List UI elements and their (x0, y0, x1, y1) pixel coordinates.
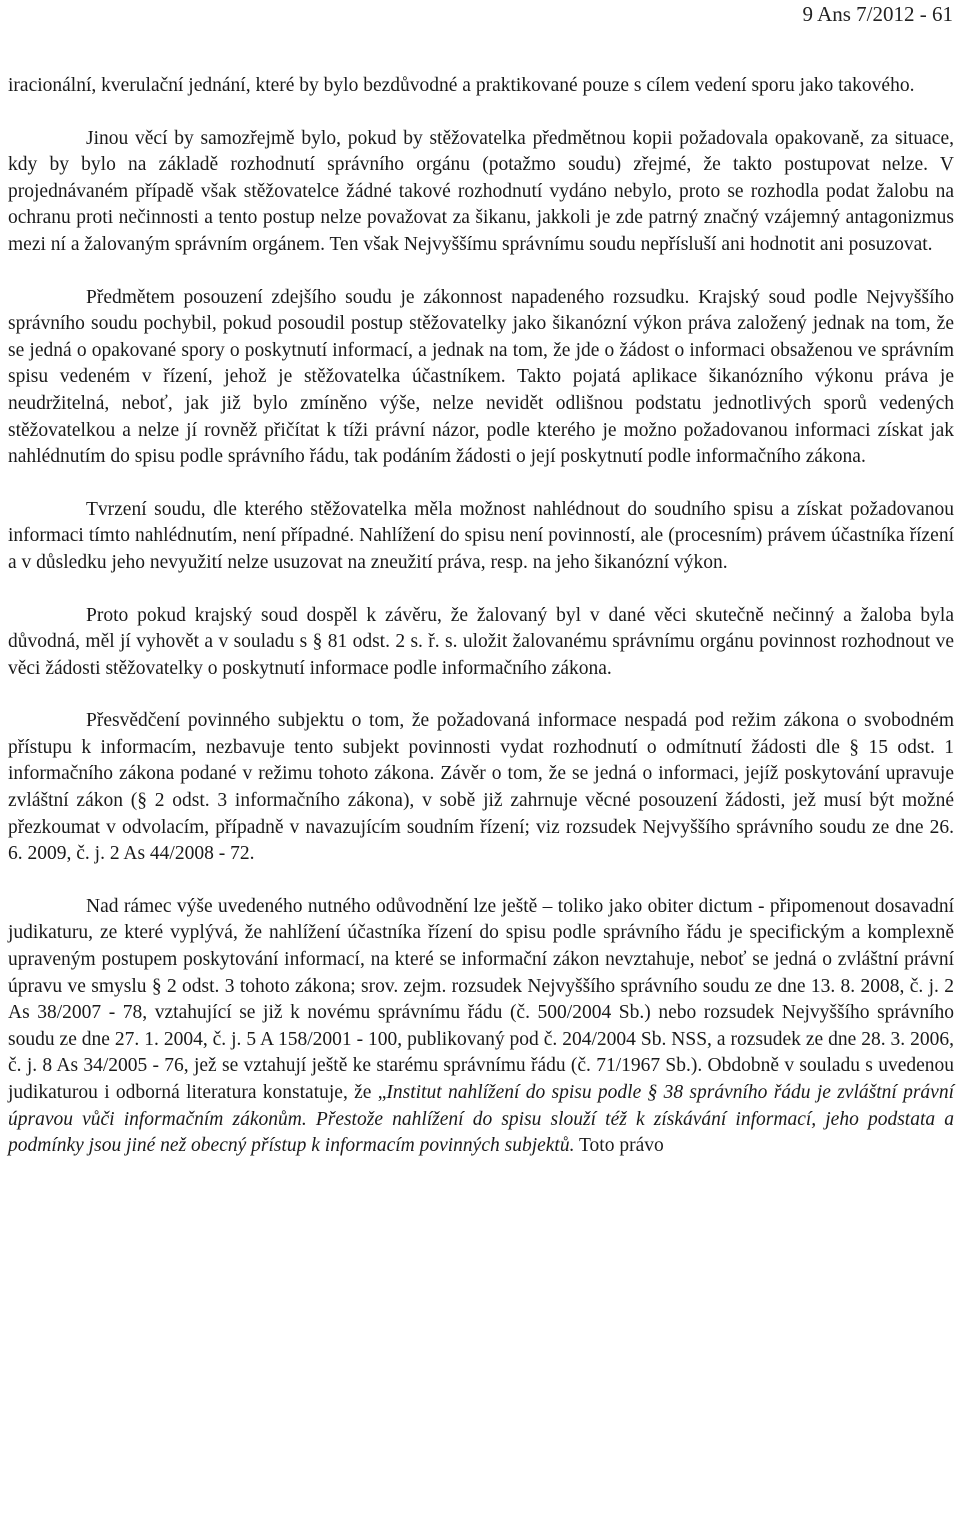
paragraph-court-claim: Tvrzení soudu, dle kterého stěžovatelka měla možnost nahlédnout do soudního spisu a získat požadovanou informaci tímto nahlédnutím, není případné. Nahlížení do spisu není povinností, ale (procesním) právem účastníka řízení a v důsledku jeho nevyužití nelze usuzovat na zneužití práva, resp. na jeho šikanózní výkon. (8, 498, 954, 573)
paragraph-obliged-subject: Přesvědčení povinného subjektu o tom, že požadovaná informace nespadá pod režim zákona o svobodném přístupu k informacím, nezbavuje tento subjekt povinnosti vydat rozhodnutí o odmítnutí žádosti dle § 15 odst. 1 informačního zákona podané v režimu tohoto zákona. Závěr o tom, že se jedná o informaci, jejíž poskytování upravuje zvláštní zákon (§ 2 odst. 3 informačního zákona), v sobě již zahrnuje věcné posouzení žádosti, jež musí být možné přezkoumat v odvolacím, případně v navazujícím soudním řízení; viz rozsudek Nejvyššího správního soudu ze dne 26. 6. 2009, č. j. 2 As 44/2008 - 72. (8, 710, 954, 865)
paragraph-regional-court-conclusion: Proto pokud krajský soud dospěl k závěru, že žalovaný byl v dané věci skutečně nečinný a žaloba byla důvodná, měl jí vyhovět a v souladu s § 81 odst. 2 s. ř. s. uložit žalovanému správnímu orgánu povinnost rozhodnout ve věci žádosti stěžovatelky o poskytnutí informace podle informačního zákona. (8, 604, 954, 679)
obiter-dictum-text: Nad rámec výše uvedeného nutného odůvodnění lze ještě – toliko jako obiter dictum - připomenout dosavadní judikaturu, ze které vyplývá, že nahlížení účastníka řízení do spisu podle správního řádu je specifickým a komplexně upraveným postupem poskytování informací, na které se informační zákon nevztahuje, neboť se jedná o zvláštní právní úpravu ve smyslu § 2 odst. 3 tohoto zákona; srov. zejm. rozsudek Nejvyššího správního soudu ze dne 13. 8. 2008, č. j. 2 As 38/2007 - 78, vztahující se již k novému správnímu řádu (č. 500/2004 Sb.) nebo rozsudek Nejvyššího správního soudu ze dne 27. 1. 2004, č. j. 5 A 158/2001 - 100, publikovaný pod č. 204/2004 Sb. NSS, a rozsudek ze dne 28. 3. 2006, č. j. 8 As 34/2005 - 76, jež se vztahují ještě ke starému správnímu řádu (č. 71/1967 Sb.). Obdobně v souladu s uvedenou judikaturou i odborná literatura konstatuje, že „ (8, 895, 954, 1103)
paragraph-repeated-request: Jinou věcí by samozřejmě bylo, pokud by stěžovatelka předmětnou kopii požadovala opakovaně, za situace, kdy by bylo na základě rozhodnutí správního orgánu (potažmo soudu) zřejmé, že takto postupovat nelze. V projednávaném případě však stěžovatelce žádné takové rozhodnutí vydáno nebylo, proto se rozhodla podat žalobu na ochranu proti nečinnosti a tento postup nelze považovat za šikanu, jakkoli je zde patrný značný vzájemný antagonizmus mezi ní a žalovaným správním orgánem. Ten však Nejvyššímu správnímu soudu nepřísluší ani hodnotit ani posuzovat. (8, 127, 954, 255)
literature-quote: Institut nahlížení do spisu podle § 38 správního řádu je zvláštní právní úpravou vůči informačním zákonům. Přestože nahlížení do spisu slouží též k získávání informací, jeho podstata a podmínky jsou jiné než obecný přístup k informacím povinných subjektů. (8, 1082, 955, 1157)
document-body (8, 73, 954, 1160)
paragraph-obiter-dictum (8, 894, 954, 1160)
obiter-dictum-tail: Toto právo (574, 1135, 664, 1157)
paragraph-subject-of-review: Předmětem posouzení zdejšího soudu je zákonnost napadeného rozsudku. Krajský soud podle Nejvyššího správního soudu pochybil, pokud posoudil postup stěžovatelky jako šikanózní výkon práva založený jednak na tom, že se jedná o opakované spory o poskytnutí informací, a jednak na tom, že jde o žádost o informaci obsaženou ve správním spisu vedeném v řízení, jehož je stěžovatelka účastníkem. Takto pojatá aplikace šikanózního výkonu práva je neudržitelná, neboť, jak již bylo zmíněno výše, nelze nevidět odlišnou podstatu jednotlivých sporů vedených stěžovatelkou a nelze jí rovněž přičítat k tíži právní názor, podle kterého je možno požadovanou informaci získat jak nahlédnutím do spisu podle správního řádu, tak podáním žádosti o její poskytnutí podle informačního zákona. (8, 286, 954, 468)
page-header-reference: 9 Ans 7/2012 - 61 (802, 2, 953, 26)
paragraph-continuation: iracionální, kverulační jednání, které by bylo bezdůvodné a praktikované pouze s cílem vedení sporu jako takového. (8, 75, 915, 96)
